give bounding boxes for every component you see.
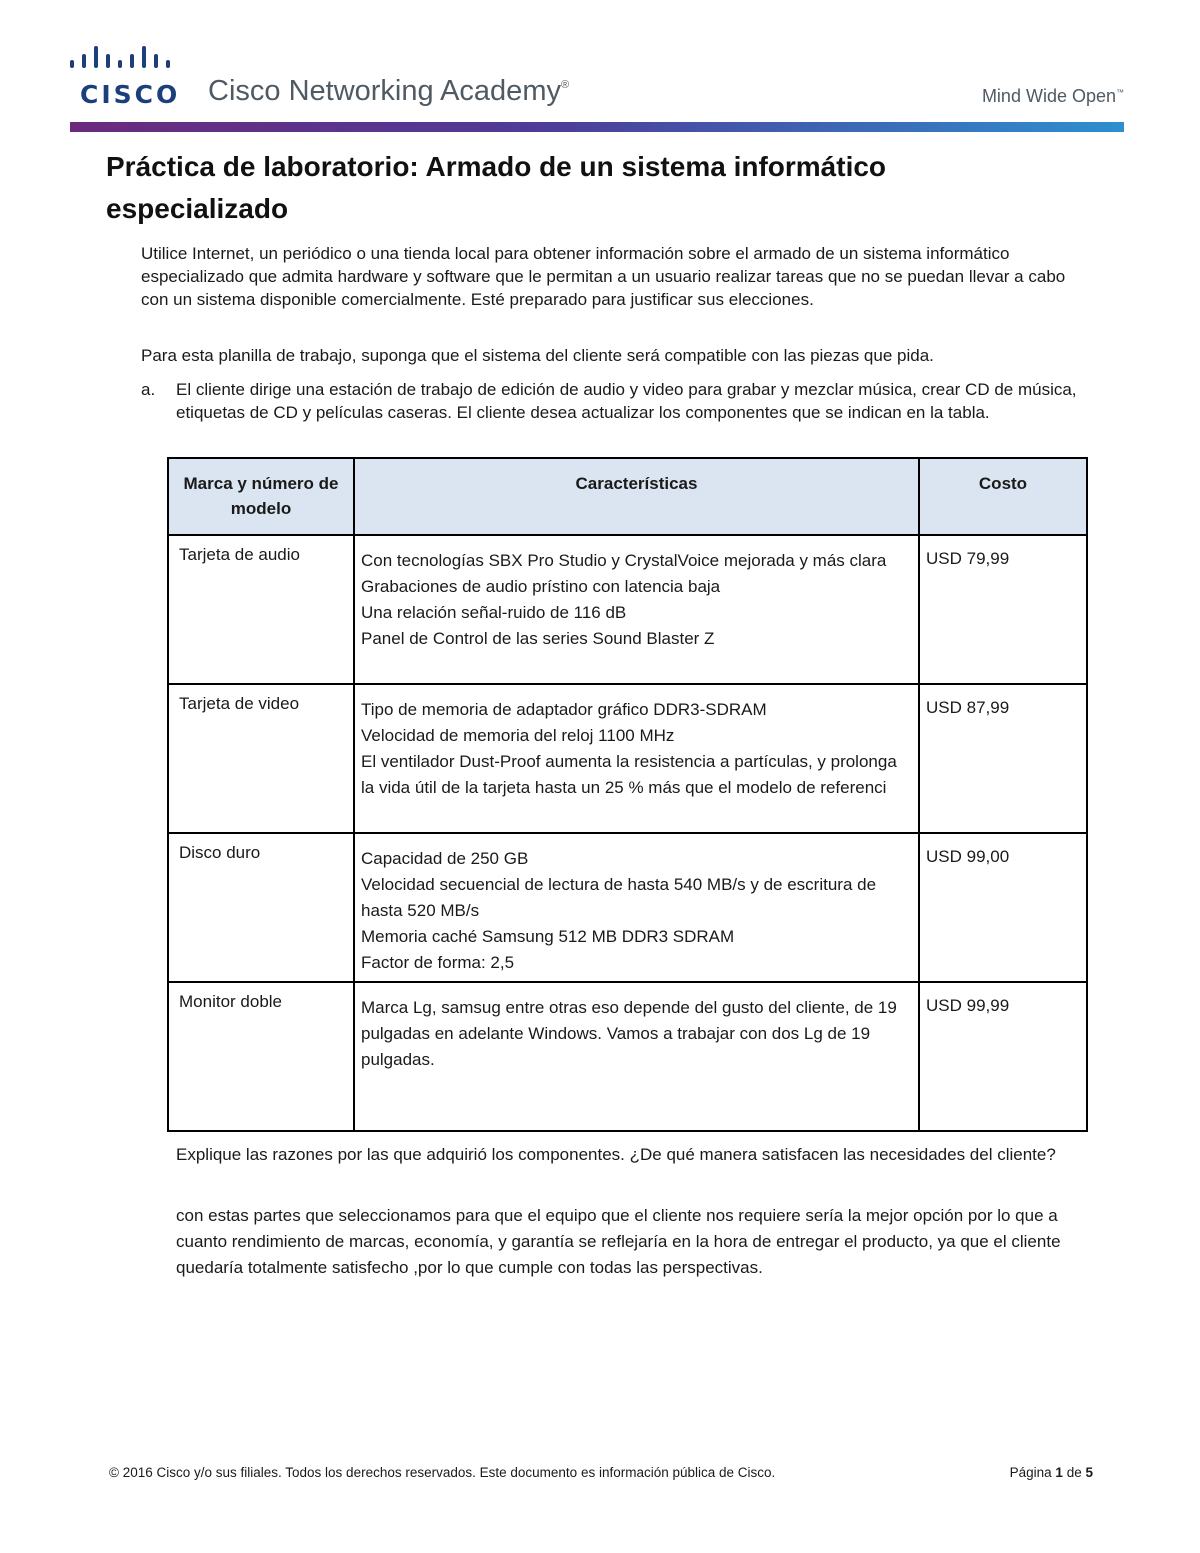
- list-marker: a.: [141, 380, 156, 399]
- feature-line: Marca Lg, samsug entre otras eso depende del gusto del cliente, de 19 pulgadas en adelante Windows. Vamos a trabajar con dos Lg de 19 pulgadas.: [361, 998, 897, 1069]
- cell-cost: USD 79,99: [919, 535, 1087, 684]
- feature-line: Con tecnologías SBX Pro Studio y CrystalVoice mejorada y más clara: [361, 551, 887, 570]
- table-row: [168, 833, 1087, 982]
- cell-features: [354, 684, 919, 833]
- page-total: 5: [1085, 1465, 1093, 1480]
- page-label: Página: [1009, 1465, 1052, 1480]
- feature-line: Capacidad de 250 GB: [361, 849, 529, 868]
- table-row: [168, 684, 1087, 833]
- table-row: [168, 982, 1087, 1131]
- feature-line: Factor de forma: 2,5: [361, 953, 515, 972]
- cell-model: Tarjeta de audio: [168, 535, 354, 684]
- academy-title: Cisco Networking Academy®: [208, 75, 570, 107]
- assumption-paragraph: Para esta planilla de trabajo, suponga que el sistema del cliente será compatible con las piezas que pida.: [141, 346, 934, 365]
- cell-cost: USD 99,99: [919, 982, 1087, 1131]
- feature-line: Tipo de memoria de adaptador gráfico DDR3-SDRAM: [361, 700, 767, 719]
- footer-copyright: © 2016 Cisco y/o sus filiales. Todos los derechos reservados. Este documento es información pública de Cisco.: [109, 1465, 776, 1480]
- cell-model: Tarjeta de video: [168, 684, 354, 833]
- cell-cost: USD 99,00: [919, 833, 1087, 982]
- header-features: Características: [354, 458, 919, 535]
- page-title: Práctica de laboratorio: Armado de un sistema informático especializado: [106, 151, 887, 224]
- tagline: Mind Wide Open™: [981, 86, 1124, 106]
- cell-model: Disco duro: [168, 833, 354, 982]
- cell-model: Monitor doble: [168, 982, 354, 1131]
- trademark-mark: ™: [1116, 88, 1124, 97]
- feature-line: Panel de Control de las series Sound Blaster Z: [361, 629, 715, 648]
- feature-line: Velocidad secuencial de lectura de hasta 540 MB/s y de escritura de hasta 520 MB/s: [361, 875, 877, 920]
- cisco-wordmark: CISCO: [80, 80, 181, 109]
- feature-line: El ventilador Dust-Proof aumenta la resistencia a partículas, y prolonga la vida útil de la tarjeta hasta un 25 % más que el modelo de referenci: [361, 752, 897, 797]
- cell-features: [354, 982, 919, 1131]
- table-row: [168, 535, 1087, 684]
- feature-line: Una relación señal-ruido de 116 dB: [361, 603, 627, 622]
- header-cost: Costo: [919, 458, 1087, 535]
- answer-paragraph: con estas partes que seleccionamos para que el equipo que el cliente nos requiere sería la mejor opción por lo que a cuanto rendimiento de marcas, economía, y garantía se reflejaría en la hora de entregar el producto, ya que el cliente quedaría totalmente satisfecho ,por lo que cumple con todas las perspectivas.: [176, 1206, 1061, 1277]
- header-model: Marca y número de modelo: [168, 458, 354, 535]
- cell-features: [354, 833, 919, 982]
- table-header-row: [168, 458, 1087, 535]
- intro-paragraph: Utilice Internet, un periódico o una tienda local para obtener información sobre el armado de un sistema informático especializado que admita hardware y software que le permitan a un usuario realizar tareas que no se puedan llevar a cabo con un sistema disponible comercialmente. Esté preparado para justificar sus elecciones.: [141, 244, 1066, 309]
- feature-line: Memoria caché Samsung 512 MB DDR3 SDRAM: [361, 927, 735, 946]
- cell-features: [354, 535, 919, 684]
- feature-line: Grabaciones de audio prístino con latencia baja: [361, 577, 721, 596]
- registered-mark: ®: [560, 79, 570, 91]
- page-of: de: [1066, 1465, 1082, 1480]
- cell-cost: USD 87,99: [919, 684, 1087, 833]
- header-gradient-bar: [70, 122, 1124, 132]
- list-item-text: El cliente dirige una estación de trabajo de edición de audio y video para grabar y mezclar música, crear CD de música, etiquetas de CD y películas caseras. El cliente desea actualizar los componentes que se indican en la tabla.: [176, 380, 1077, 422]
- feature-line: Velocidad de memoria del reloj 1100 MHz: [361, 726, 675, 745]
- cisco-bridge-logo-icon: [70, 44, 180, 74]
- page-number: [1010, 1465, 1093, 1480]
- page-current: 1: [1055, 1465, 1063, 1480]
- components-table: [167, 457, 1088, 1132]
- question-paragraph: Explique las razones por las que adquirió los componentes. ¿De qué manera satisfacen las necesidades del cliente?: [176, 1145, 1056, 1164]
